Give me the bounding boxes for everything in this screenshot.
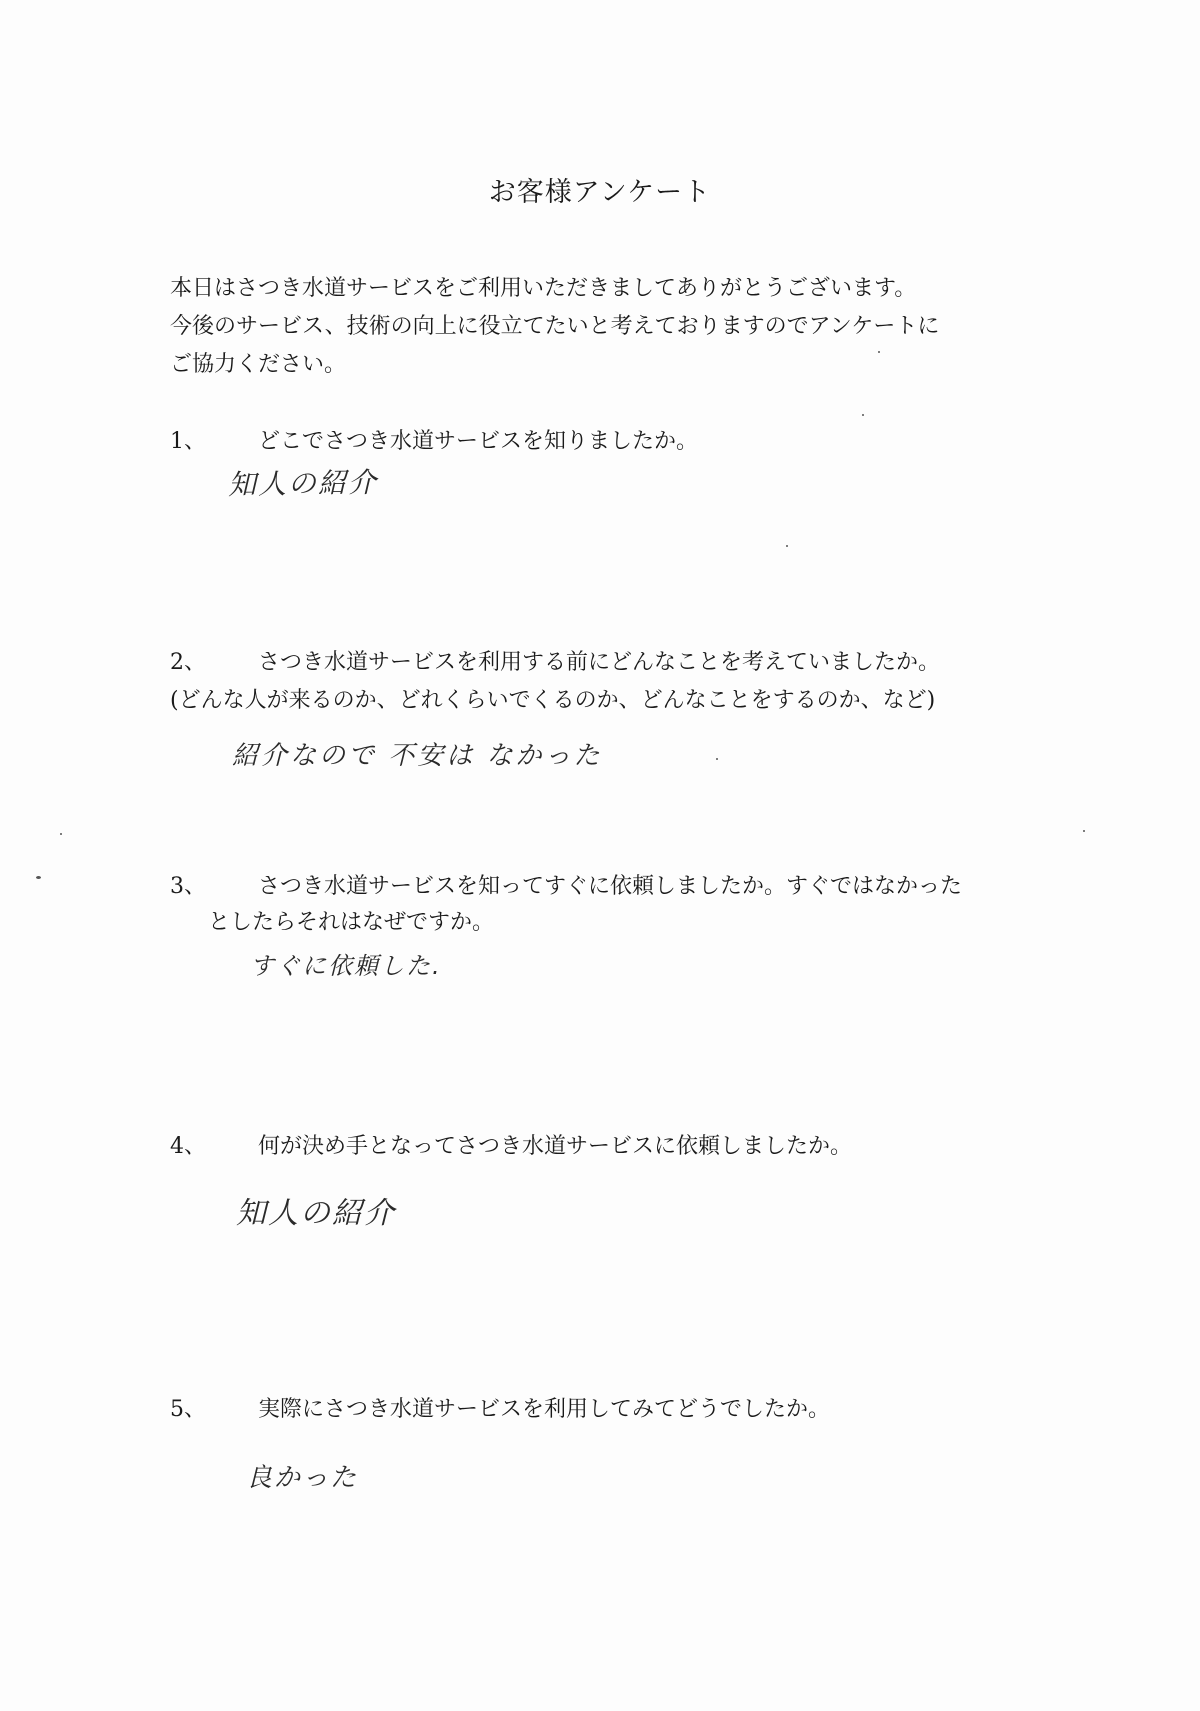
question-number: 2、 <box>170 650 206 675</box>
question-text: どこでさつき水道サービスを知りましたか。 <box>258 429 699 454</box>
page-title: お客様アンケート <box>488 177 712 208</box>
intro-line: ご協力ください。 <box>170 352 347 377</box>
question-text: 実際にさつき水道サービスを利用してみてどうでしたか。 <box>258 1397 831 1422</box>
question-number: 4、 <box>170 1134 206 1159</box>
handwritten-answer: 知人の紹介 <box>227 465 379 502</box>
handwritten-answer: 紹介なので 不安は なかった <box>232 741 603 771</box>
scan-speck <box>862 414 864 416</box>
question-subtext: としたらそれはなぜですか。 <box>208 910 495 935</box>
scan-speck <box>716 758 718 760</box>
question-number: 5、 <box>170 1397 206 1422</box>
intro-paragraph <box>170 270 1070 384</box>
intro-line: 本日はさつき水道サービスをご利用いただきましてありがとうございます。 <box>170 276 917 301</box>
handwritten-answer: 良かった <box>246 1463 359 1493</box>
handwritten-answer: 知人の紹介 <box>236 1196 396 1231</box>
question-number: 3、 <box>170 874 206 899</box>
question-number: 1、 <box>170 429 206 454</box>
scan-speck <box>36 876 41 879</box>
intro-line: 今後のサービス、技術の向上に役立てたいと考えておりますのでアンケートに <box>170 314 940 339</box>
question-subtext: (どんな人が来るのか、どれくらいでくるのか、どんなことをするのか、など) <box>170 688 936 713</box>
question-text: 何が決め手となってさつき水道サービスに依頼しましたか。 <box>258 1134 853 1159</box>
scan-speck <box>60 833 62 835</box>
question-text: さつき水道サービスを知ってすぐに依頼しましたか。すぐではなかった <box>258 874 963 899</box>
scan-speck <box>878 351 880 353</box>
question-text: さつき水道サービスを利用する前にどんなことを考えていましたか。 <box>258 650 941 675</box>
scan-speck <box>1083 830 1085 832</box>
handwritten-answer: すぐに依頼した. <box>250 952 442 980</box>
scan-speck <box>786 545 788 547</box>
